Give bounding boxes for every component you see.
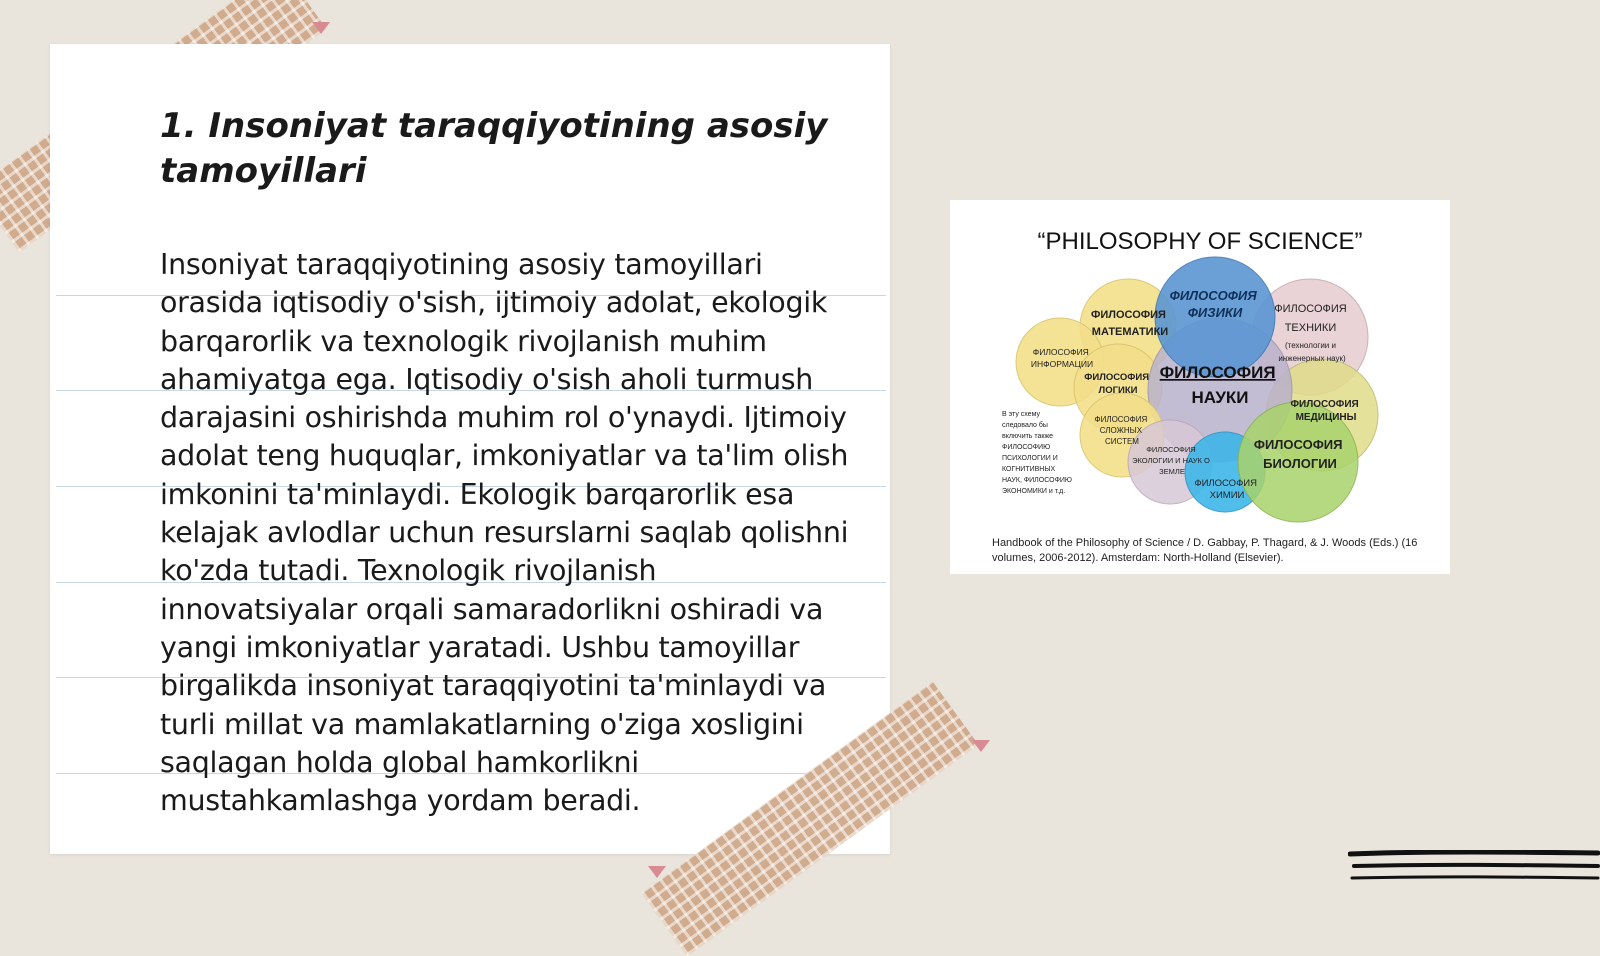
- label-physics-line: ФИЛОСОФИЯ: [1169, 288, 1257, 303]
- label-tech-line: ТЕХНИКИ: [1284, 322, 1337, 334]
- figure-note-line: включить также: [1002, 433, 1054, 440]
- figure-note-line: ЭКОНОМИКИ и т.д.: [1002, 488, 1066, 495]
- label-tech-line: ФИЛОСОФИЯ: [1274, 303, 1347, 315]
- label-complex-line: СЛОЖНЫХ: [1099, 426, 1143, 435]
- label-ecology-line: ЭКОЛОГИИ И НАУК О: [1132, 456, 1210, 465]
- label-center-line: НАУКИ: [1191, 388, 1249, 407]
- label-medicine-line: ФИЛОСОФИЯ: [1290, 399, 1359, 410]
- slide-body-text: Insoniyat taraqqiyotining asosiy tamoyillari orasida iqtisodiy o'sish, ijtimoiy adolat, ekologik barqarorlik va texnologik rivojlanish muhim ahamiyatga ega. Iqtisodiy o'sish aholi turmush darajasini oshirishda muhim rol o'ynaydi. Ijtimoiy adolat teng huquqlar, imkoniyatlar va ta'lim olish imkonini ta'minlaydi. Ekologik barqarorlik esa kelajak avlodlar uchun resurslarni saqlab qolishni ko'zda tutadi. Texnologik rivojlanish innovatsiyalar orqali samaradorlikni oshiradi va yangi imkoniyatlar yaratadi. Ushbu tamoyillar birgalikda insoniyat taraqqiyotini ta'minlaydi va turli millat va mamlakatlarning o'ziga xosligini saqlagan holda global hamkorlikni mustahkamlashga yordam beradi.: [160, 248, 849, 818]
- label-ecology-line: ФИЛОСОФИЯ: [1146, 445, 1196, 454]
- figure-note-line: В эту схему: [1002, 411, 1040, 418]
- label-math-line: МАТЕМАТИКИ: [1091, 326, 1169, 338]
- label-tech: [1274, 303, 1350, 363]
- label-math-line: ФИЛОСОФИЯ: [1090, 309, 1166, 321]
- decorative-brush-lines: [1348, 850, 1600, 890]
- figure-caption: Handbook of the Philosophy of Science / D. Gabbay, P. Thagard, & J. Woods (Eds.) (16 volumes, 2006-2012). Amsterdam: North-Holland (Elsevier).: [992, 537, 1418, 564]
- label-chemistry-line: ХИМИИ: [1209, 490, 1245, 501]
- label-complex-line: ФИЛОСОФИЯ: [1094, 415, 1148, 424]
- figure-note: [1002, 411, 1074, 495]
- label-ecology-line: ЗЕМЛЕ: [1159, 467, 1185, 476]
- label-biology-line: БИОЛОГИИ: [1263, 456, 1337, 471]
- label-tech-line: инженерных наук): [1278, 354, 1346, 363]
- label-info-line: ФИЛОСОФИЯ: [1032, 347, 1089, 357]
- venn-diagram: [950, 200, 1450, 574]
- slide-title: 1. Insoniyat taraqqiyotining asosiy tamoyillari: [160, 106, 828, 191]
- label-physics-line: ФИЗИКИ: [1187, 305, 1243, 320]
- philosophy-of-science-figure: [950, 200, 1450, 574]
- label-chemistry-line: ФИЛОСОФИЯ: [1194, 478, 1257, 489]
- label-logic-line: ЛОГИКИ: [1098, 385, 1138, 396]
- figure-note-line: ПСИХОЛОГИИ И: [1002, 455, 1058, 462]
- label-complex-line: СИСТЕМ: [1105, 437, 1139, 446]
- figure-note-line: НАУК, ФИЛОСОФИЮ: [1002, 477, 1072, 484]
- figure-note-line: следовало бы: [1002, 422, 1048, 429]
- figure-note-line: ФИЛОСОФИЮ: [1002, 444, 1051, 451]
- label-tech-line: (технологии и: [1284, 341, 1336, 350]
- label-info-line: ИНФОРМАЦИИ: [1030, 359, 1094, 369]
- tape-pin-icon: [648, 866, 666, 878]
- label-biology-line: ФИЛОСОФИЯ: [1253, 437, 1343, 452]
- tape-pin-icon: [312, 22, 330, 34]
- figure-title: “PHILOSOPHY OF SCIENCE”: [1037, 228, 1363, 255]
- label-medicine-line: МЕДИЦИНЫ: [1295, 412, 1357, 423]
- label-logic-line: ФИЛОСОФИЯ: [1084, 372, 1150, 383]
- label-center-line: ФИЛОСОФИЯ: [1159, 363, 1276, 382]
- tape-pin-icon: [972, 740, 990, 752]
- figure-note-line: КОГНИТИВНЫХ: [1002, 466, 1056, 473]
